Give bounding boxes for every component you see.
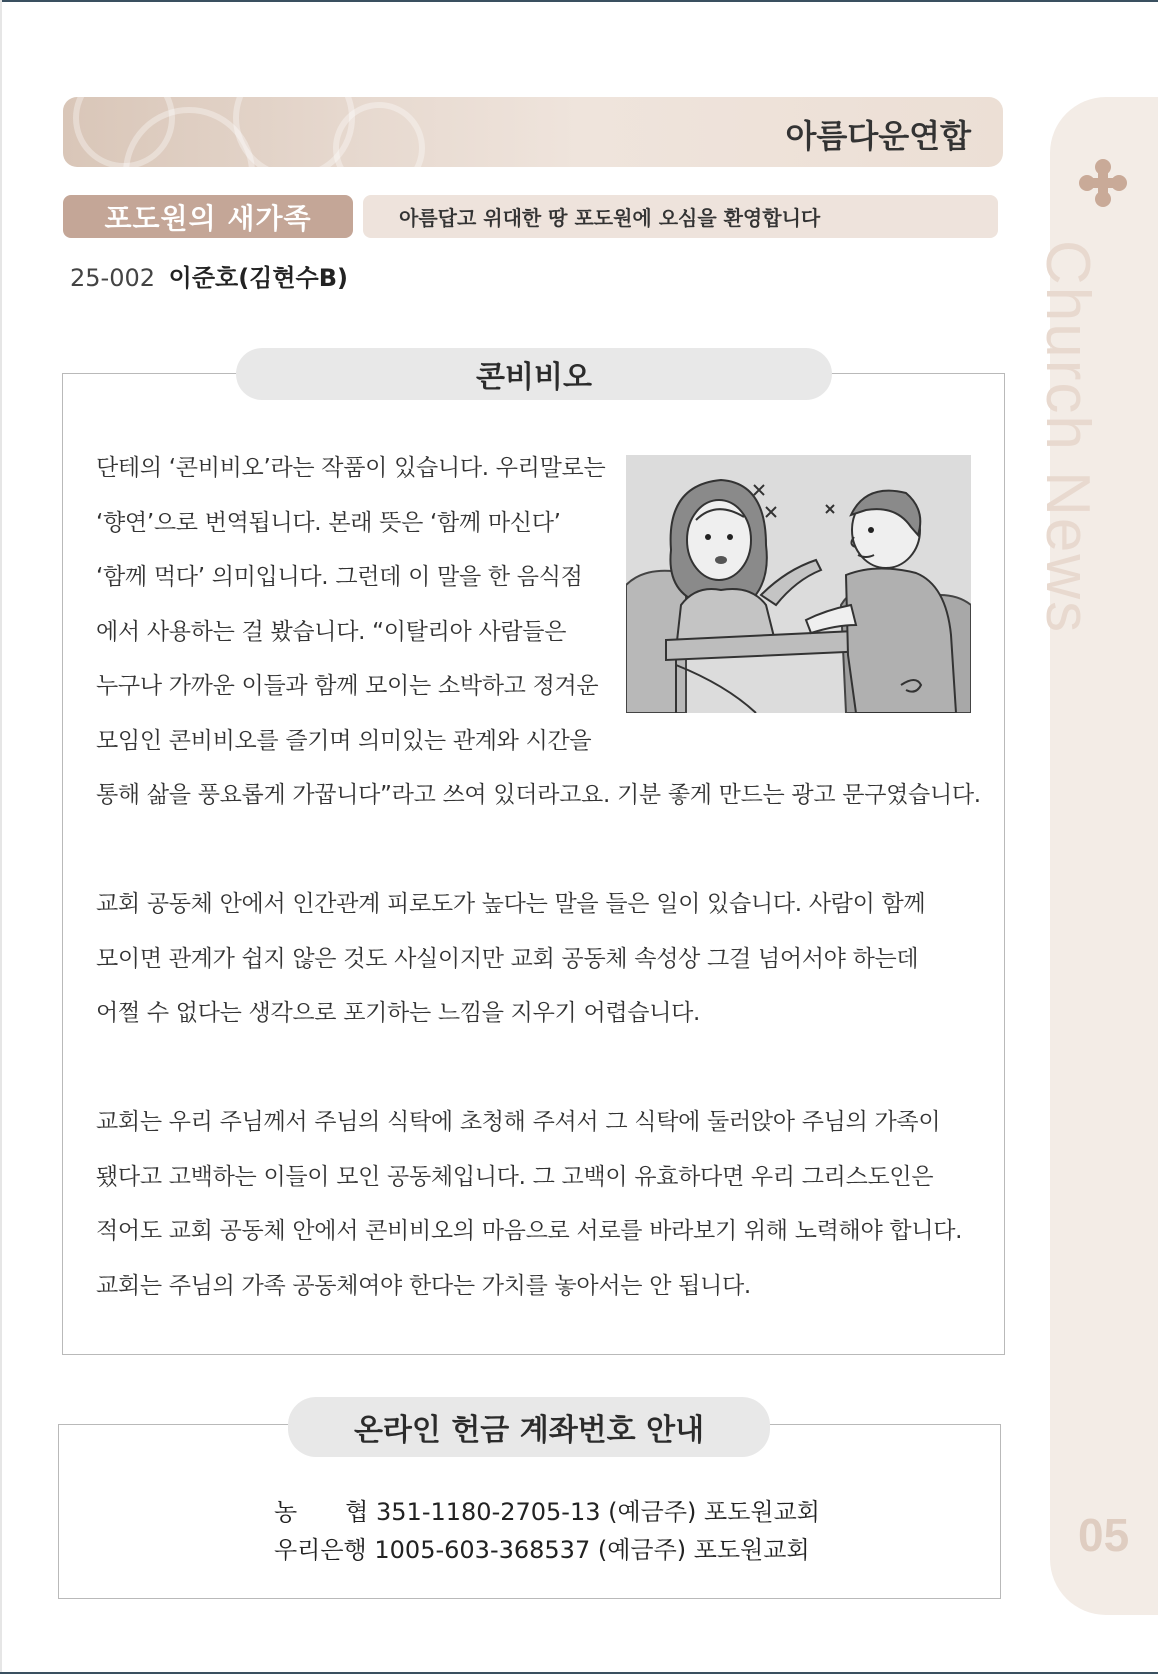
- paragraph-line: 교회 공동체 안에서 인간관계 피로도가 높다는 말을 들은 일이 있습니다. 사람이 함께: [96, 891, 926, 917]
- paragraph-line: 모이면 관계가 쉽지 않은 것도 사실이지만 교회 공동체 속성상 그걸 넘어서야 하는데: [96, 945, 919, 972]
- paragraph-line: 단테의 ‘콘비비오’라는 작품이 있습니다. 우리말로는: [96, 455, 606, 481]
- side-label: Church News: [1033, 240, 1102, 635]
- paragraph-line: 됐다고 고백하는 이들이 모인 공동체입니다. 그 고백이 유효하다면 우리 그리스도인은: [96, 1163, 934, 1190]
- offering-account-row: [274, 1492, 820, 1527]
- paragraph-line: ‘향연’으로 번역됩니다. 본래 뜻은 ‘함께 마신다’: [96, 509, 561, 536]
- page-title: 아름다운연합: [785, 117, 971, 155]
- offering-title: 온라인 헌금 계좌번호 안내: [288, 1397, 770, 1457]
- paragraph-line: 누구나 가까운 이들과 함께 모이는 소박하고 정겨운: [96, 673, 599, 699]
- paragraph-line: 에서 사용하는 걸 봤습니다. “이탈리아 사람들은: [96, 618, 567, 645]
- cross-ornament-icon: [1078, 158, 1128, 208]
- bank-name: 농 협: [274, 1498, 369, 1526]
- article-paragraph-2: [96, 877, 976, 1041]
- article-paragraph-1-end: [96, 768, 981, 823]
- paragraph-line: 통해 삶을 풍요롭게 가꿉니다”라고 쓰여 있더라고요. 기분 좋게 만드는 광고 문구였습니다.: [96, 782, 981, 808]
- section-tag-new-family: 포도원의 새가족: [63, 195, 353, 238]
- offering-account-row: [274, 1530, 810, 1565]
- account-number: 351-1180-2705-13 (예금주) 포도원교회: [376, 1498, 820, 1526]
- welcome-message: 아름답고 위대한 땅 포도원에 오심을 환영합니다: [363, 195, 998, 238]
- top-border: [0, 0, 1158, 2]
- member-code: 25-002: [70, 264, 156, 292]
- new-member-entry: [70, 258, 348, 293]
- page-number: 05: [1078, 1509, 1130, 1561]
- article-paragraph-3: [96, 1095, 976, 1313]
- dining-couple-illustration: [626, 455, 971, 713]
- bank-name: 우리은행: [274, 1536, 367, 1564]
- paragraph-line: 모임인 콘비비오를 즐기며 의미있는 관계와 시간을: [96, 727, 592, 754]
- paragraph-line: ‘함께 먹다’ 의미입니다. 그런데 이 말을 한 음식점: [96, 564, 583, 590]
- cartoon-illustration: [626, 455, 971, 713]
- paragraph-line: 교회는 주님의 가족 공동체여야 한다는 가치를 놓아서는 안 됩니다.: [96, 1272, 751, 1299]
- paragraph-line: 어쩔 수 없다는 생각으로 포기하는 느낌을 지우기 어렵습니다.: [96, 1000, 701, 1026]
- header-banner: [63, 97, 1003, 167]
- member-name: 이준호(김현수B): [168, 264, 348, 292]
- article-title: 콘비비오: [236, 348, 832, 400]
- paragraph-line: 적어도 교회 공동체 안에서 콘비비오의 마음으로 서로를 바라보기 위해 노력해야 합니다.: [96, 1218, 963, 1244]
- left-border: [0, 0, 2, 1674]
- account-number: 1005-603-368537 (예금주) 포도원교회: [374, 1536, 810, 1564]
- paragraph-line: 교회는 우리 주님께서 주님의 식탁에 초청해 주셔서 그 식탁에 둘러앉아 주님의 가족이: [96, 1109, 941, 1135]
- article-paragraph-1: [96, 441, 606, 768]
